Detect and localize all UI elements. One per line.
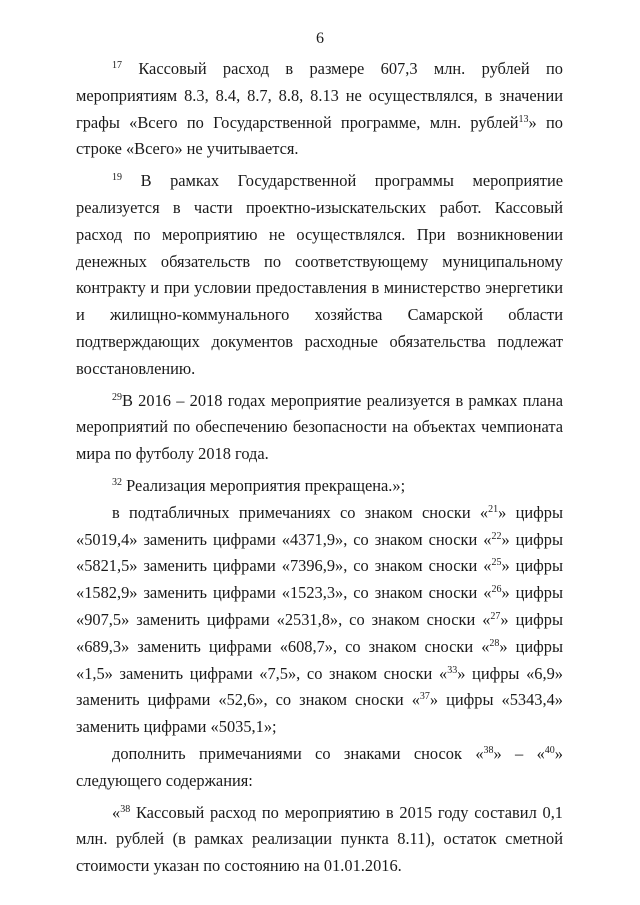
footnote-mark: 26	[491, 584, 502, 596]
paragraph-subtable-notes	[76, 500, 563, 741]
text-run: » цифры «1,5» заменить цифрами «7,5», со знаком сноски «	[76, 636, 563, 683]
footnote-mark: 29	[112, 391, 122, 403]
text-run: » цифры «5343,4» заменить цифрами «5035,1»;	[76, 690, 563, 737]
text-run: В рамках Государственной программы мероприятие реализуется в части проектно-изыскательских работ. Кассовый расход по мероприятию не осуществлялся. При возникновении денежных обязательств по соответствующему муниципальному контракту и при условии предоставления в министерство энергетики и жилищно-коммунального хозяйства Самарской области подтверждающих документов расходные обязательства подлежат восстановлению.	[76, 171, 563, 378]
text-run: в подтабличных примечаниях со знаком сноски «	[112, 502, 489, 522]
footnote-mark: 37	[419, 691, 430, 703]
document-body	[76, 56, 563, 880]
text-run: дополнить примечаниями со знаками сносок «	[112, 743, 484, 763]
text-run: Кассовый расход по мероприятию в 2015 году составил 0,1 млн. рублей (в рамках реализации пункта 8.11), остаток сметной стоимости указан по состоянию на 01.01.2016.	[76, 802, 563, 876]
paragraph-footnote-38	[76, 800, 563, 880]
text-run: » цифры «5019,4» заменить цифрами «4371,9», со знаком сноски «	[76, 502, 563, 549]
paragraph-footnote-17	[76, 56, 563, 163]
text-run: » следующего содержания:	[76, 743, 563, 790]
text-run: В 2016 – 2018 годах мероприятие реализуется в рамках плана мероприятий по обеспечению безопасности на объектах чемпионата мира по футболу 2018 года.	[76, 390, 563, 464]
footnote-mark: 25	[491, 557, 502, 569]
footnote-mark: 27	[490, 610, 501, 622]
footnote-mark: 17	[112, 60, 122, 71]
text-run: Кассовый расход в размере 607,3 млн. рублей по мероприятиям 8.3, 8.4, 8.7, 8.8, 8.13 не осуществлялся, в значении графы «Всего по Государственной программе, млн. рублей	[76, 59, 563, 132]
text-run: » цифры «907,5» заменить цифрами «2531,8», со знаком сноски «	[76, 583, 563, 629]
footnote-mark: 28	[489, 637, 500, 649]
text-run: » цифры «5821,5» заменить цифрами «7396,9», со знаком сноски «	[76, 529, 563, 576]
text-run: » – «	[493, 743, 545, 763]
footnote-mark: 38	[120, 803, 131, 815]
paragraph-footnote-19	[76, 168, 563, 382]
paragraph-footnote-32	[76, 473, 563, 500]
text-run: » цифры «689,3» заменить цифрами «608,7», со знаком сноски «	[76, 609, 563, 656]
footnote-mark: 21	[488, 503, 499, 515]
footnote-mark: 32	[112, 476, 122, 488]
footnote-mark: 38	[483, 744, 494, 756]
paragraph-footnote-29	[76, 388, 563, 468]
text-run: » цифры «6,9» заменить цифрами «52,6», со знаком сноски «	[76, 663, 563, 710]
paragraph-add-notes	[76, 741, 563, 795]
footnote-mark: 22	[491, 530, 502, 542]
text-run: Реализация мероприятия прекращена.»;	[122, 475, 406, 495]
footnote-mark: 33	[447, 664, 458, 676]
text-run: » по строке «Всего» не учитывается.	[76, 112, 563, 159]
footnote-mark: 13	[518, 113, 529, 125]
text-run: » цифры «1582,9» заменить цифрами «1523,3», со знаком сноски «	[76, 556, 563, 603]
footnote-mark: 19	[112, 172, 122, 184]
page-number: 6	[316, 30, 324, 47]
footnote-mark: 40	[544, 744, 555, 756]
text-run: «	[112, 802, 121, 822]
